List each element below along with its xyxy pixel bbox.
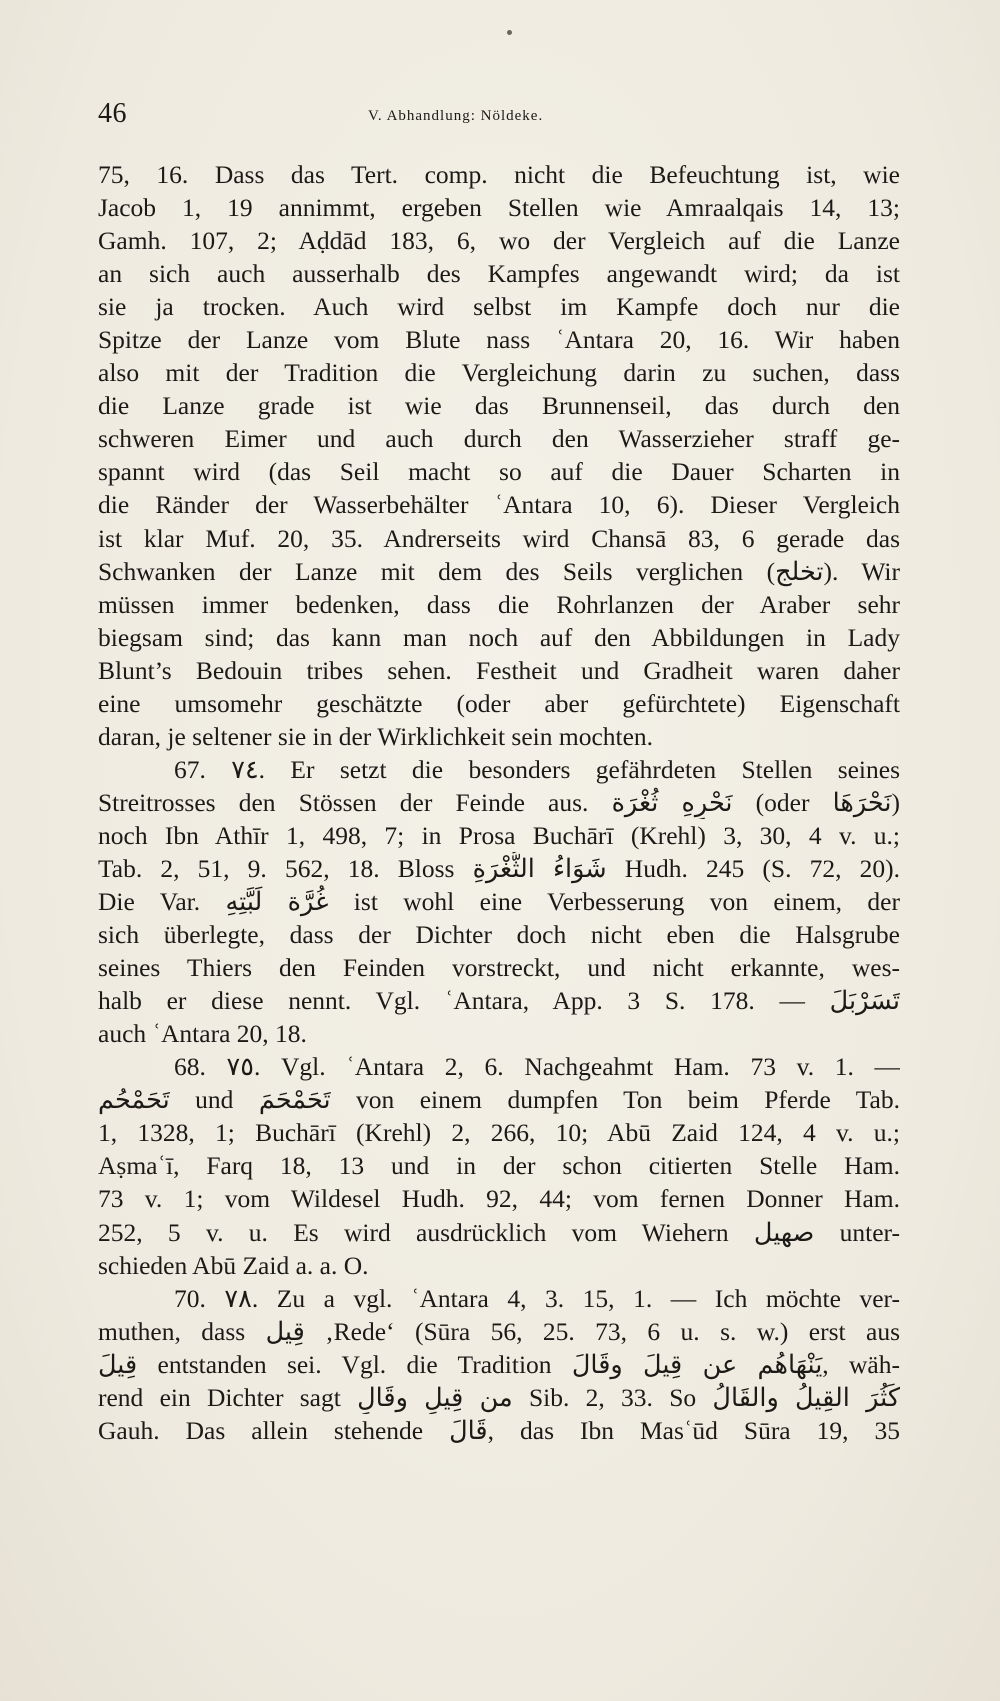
- text-line: seines Thiers den Feinden vorstreckt, und nicht erkannte, wes-: [98, 953, 900, 983]
- text-line: Die Var. غُرَّة لَبَّتِهِ ist wohl eine Verbesserung von einem, der: [98, 887, 900, 917]
- print-speck: [507, 30, 512, 35]
- text-line: also mit der Tradition die Vergleichung darin zu suchen, dass: [98, 358, 900, 388]
- text-line: Gamh. 107, 2; Aḍdād 183, 6, wo der Vergleich auf die Lanze: [98, 226, 900, 256]
- text-line: schieden Abū Zaid a. a. O.: [98, 1250, 369, 1280]
- text-line: Streitrosses den Stössen der Feinde aus. نَحْرِهِ ثُغْرَة (oder نَحْرَهَا): [98, 787, 900, 817]
- text-line: sie ja trocken. Auch wird selbst im Kampfe doch nur die: [98, 292, 900, 322]
- text-line: ist klar Muf. 20, 35. Andrerseits wird Chansā 83, 6 gerade das: [98, 523, 900, 553]
- text-line: Gauh. Das allein stehende قَالَ, das Ibn Masʿūd Sūra 19, 35: [98, 1415, 900, 1445]
- text-line: 73 v. 1; vom Wildesel Hudh. 92, 44; vom fernen Donner Ham.: [98, 1184, 900, 1214]
- text-line: muthen, dass قِيل ‚Rede‘ (Sūra 56, 25. 73, 6 u. s. w.) erst aus: [98, 1316, 900, 1346]
- text-line: 68. ٧٥. Vgl. ʿAntara 2, 6. Nachgeahmt Ham. 73 v. 1. —: [174, 1052, 900, 1082]
- text-line: noch Ibn Athīr 1, 498, 7; in Prosa Buchārī (Krehl) 3, 30, 4 v. u.;: [98, 820, 900, 850]
- text-line: auch ʿAntara 20, 18.: [98, 1019, 307, 1049]
- text-line: spannt wird (das Seil macht so auf die Dauer Scharten in: [98, 457, 900, 487]
- text-line: sich überlegte, dass der Dichter doch nicht eben die Halsgrube: [98, 920, 900, 950]
- text-line: 67. ٧٤. Er setzt die besonders gefährdeten Stellen seines: [174, 754, 900, 784]
- text-line: müssen immer bedenken, dass die Rohrlanzen der Araber sehr: [98, 589, 900, 619]
- text-line: 75, 16. Dass das Tert. comp. nicht die Befeuchtung ist, wie: [98, 160, 900, 189]
- text-line: Tab. 2, 51, 9. 562, 18. Bloss شَوَاءُ الثُّغْرَةِ Hudh. 245 (S. 72, 20).: [98, 853, 900, 883]
- page-number: 46: [98, 98, 127, 129]
- text-line: 70. ٧٨. Zu a vgl. ʿAntara 4, 3. 15, 1. — Ich möchte ver-: [174, 1283, 900, 1313]
- text-line: halb er diese nennt. Vgl. ʿAntara, App. 3 S. 178. — تَسَرْبَلَ: [98, 986, 900, 1016]
- text-line: Aṣmaʿī, Farq 18, 13 und in der schon citierten Stelle Ham.: [98, 1151, 900, 1181]
- text-line: an sich auch ausserhalb des Kampfes angewandt wird; da ist: [98, 259, 900, 289]
- text-line: schweren Eimer und auch durch den Wasserzieher straff ge-: [98, 424, 900, 454]
- text-line: eine umsomehr geschätzte (oder aber gefürchtete) Eigenschaft: [98, 688, 900, 718]
- text-line: تَحَمْحُم und تَحَمْحَمَ von einem dumpfen Ton beim Pferde Tab.: [98, 1085, 900, 1115]
- text-line: Blunt’s Bedouin tribes sehen. Festheit und Gradheit waren daher: [98, 655, 900, 685]
- text-line: قِيلَ entstanden sei. Vgl. die Tradition يَنْهَاهُم عن قِيلَ وقَالَ, wäh-: [98, 1349, 900, 1379]
- text-line: 1, 1328, 1; Buchārī (Krehl) 2, 266, 10; Abū Zaid 124, 4 v. u.;: [98, 1118, 900, 1148]
- text-line: rend ein Dichter sagt من قِيلٍ وقَالِ Sib. 2, 33. So كَثُرَ القِيلُ والقَالُ: [98, 1382, 900, 1412]
- text-line: biegsam sind; das kann man noch auf den Abbildungen in Lady: [98, 622, 900, 652]
- text-line: die Lanze grade ist wie das Brunnenseil, das durch den: [98, 391, 900, 421]
- body-text: [98, 158, 900, 1447]
- text-line: die Ränder der Wasserbehälter ʿAntara 10, 6). Dieser Vergleich: [98, 490, 900, 520]
- running-head: V. Abhandlung: Nöldeke.: [368, 108, 544, 124]
- text-line: 252, 5 v. u. Es wird ausdrücklich vom Wiehern صهيل unter-: [98, 1217, 900, 1247]
- text-line: daran, je seltener sie in der Wirklichkeit sein mochten.: [98, 721, 654, 751]
- text-line: Jacob 1, 19 annimmt, ergeben Stellen wie Amraalqais 14, 13;: [98, 193, 900, 223]
- text-line: Spitze der Lanze vom Blute nass ʿAntara 20, 16. Wir haben: [98, 325, 900, 355]
- page-header: [98, 98, 898, 138]
- text-line: Schwanken der Lanze mit dem des Seils verglichen (تخلج). Wir: [98, 556, 900, 586]
